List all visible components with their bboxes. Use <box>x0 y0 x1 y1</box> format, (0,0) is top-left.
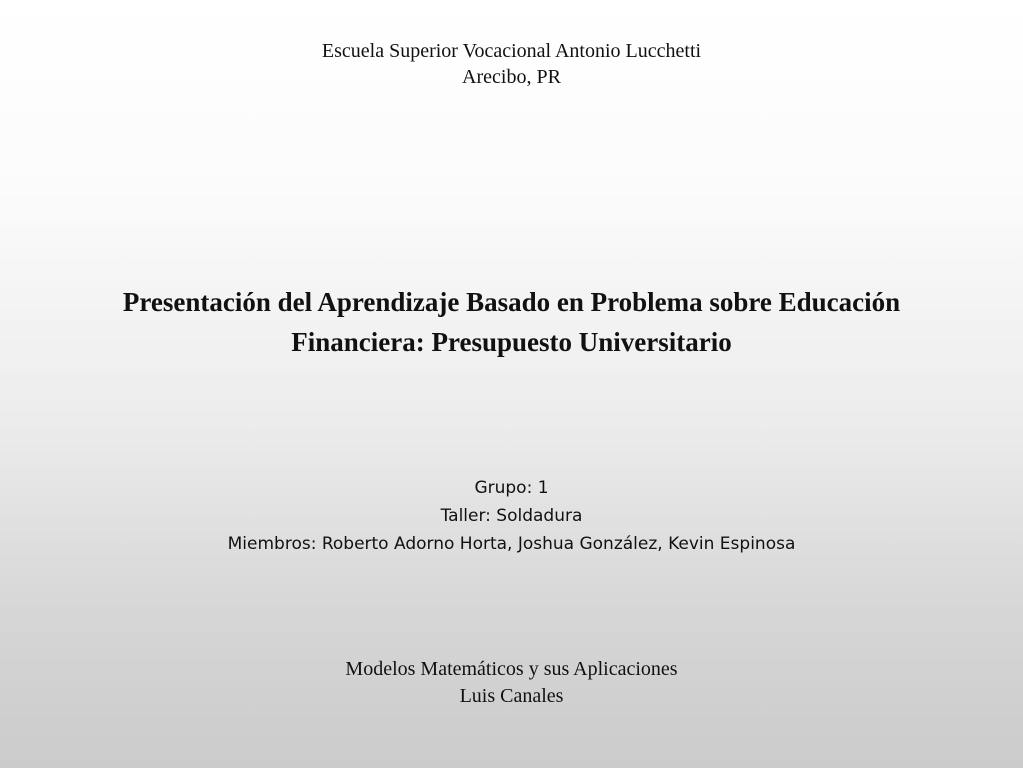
header-block <box>0 38 1023 90</box>
group-info-block <box>0 474 1023 558</box>
members-list: Miembros: Roberto Adorno Horta, Joshua González, Kevin Espinosa <box>227 534 796 554</box>
group-number: Grupo: 1 <box>474 478 549 498</box>
course-name: Modelos Matemáticos y sus Aplicaciones <box>345 658 678 680</box>
title-line-2: Financiera: Presupuesto Universitario <box>291 327 732 357</box>
school-location: Arecibo, PR <box>462 66 561 88</box>
teacher-name: Luis Canales <box>459 685 564 707</box>
title-line-1: Presentación del Aprendizaje Basado en Problema sobre Educación <box>122 287 901 317</box>
presentation-title <box>0 282 1023 362</box>
course-info-block <box>0 656 1023 710</box>
workshop-name: Taller: Soldadura <box>440 506 583 526</box>
school-name: Escuela Superior Vocacional Antonio Lucchetti <box>321 40 702 62</box>
